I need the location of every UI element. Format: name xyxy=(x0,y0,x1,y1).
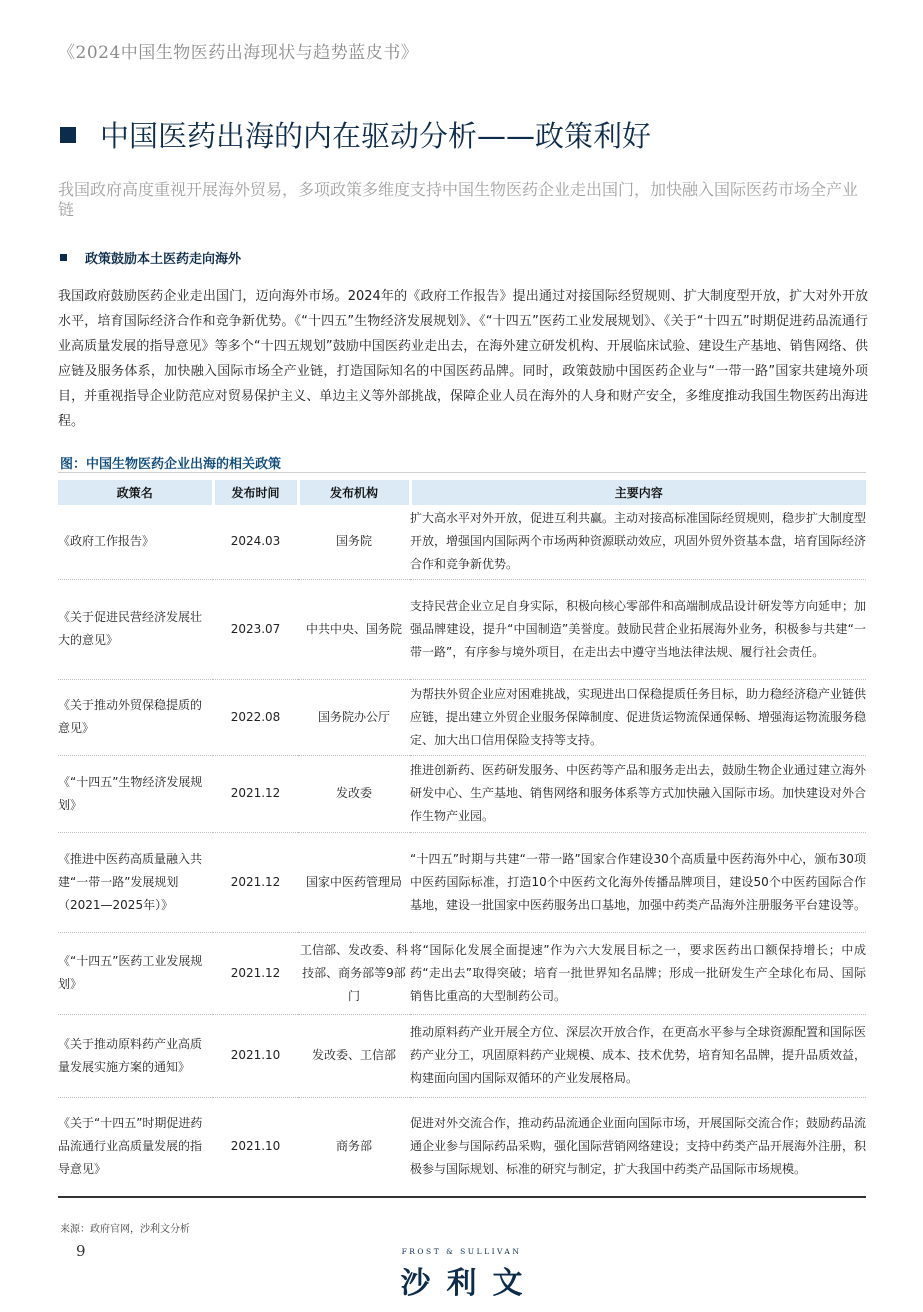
policy-table xyxy=(58,480,866,1198)
policy-org: 发改委 xyxy=(298,755,410,832)
subheading-text: 政策鼓励本土医药走向海外 xyxy=(85,252,242,267)
table-row xyxy=(58,832,866,932)
column-header: 发布时间 xyxy=(213,480,298,505)
column-header: 发布机构 xyxy=(298,480,410,505)
table-row xyxy=(58,579,866,679)
section-title-text: 中国医药出海的内在驱动分析——政策利好 xyxy=(100,119,652,153)
policy-content: 推进创新药、医药研发服务、中医药等产品和服务走出去，鼓励生物企业通过建立海外研发中心、生产基地、销售网络和服务体系等方式加快融入国际市场。加快建设对外合作生物产业园。 xyxy=(410,755,866,832)
title-square-icon xyxy=(60,127,76,143)
policy-org: 国家中医药管理局 xyxy=(298,832,410,932)
policy-content: 推动原料药产业开展全方位、深层次开放合作，在更高水平参与全球资源配置和国际医药产业分工，巩固原料药产业规模、成本、技术优势，培育知名品牌，提升品质效益，构建面向国内国际双循环的产业发展格局。 xyxy=(410,1014,866,1097)
table-header-row xyxy=(58,480,866,505)
policy-date: 2022.08 xyxy=(213,679,298,755)
figure-divider xyxy=(58,472,866,473)
policy-content: 支持民营企业立足自身实际，积极向核心零部件和高端制成品设计研发等方向延申；加强品牌建设，提升“中国制造”美誉度。鼓励民营企业拓展海外业务，积极参与共建“一带一路”，有序参与境外项目，在走出去中遵守当地法律法规、履行社会责任。 xyxy=(410,579,866,679)
policy-date: 2021.12 xyxy=(213,755,298,832)
policy-date: 2024.03 xyxy=(213,505,298,579)
policy-name: 《“十四五”医药工业发展规划》 xyxy=(58,932,213,1014)
subheading-square-icon xyxy=(60,254,67,261)
table-row xyxy=(58,1097,866,1197)
table-row xyxy=(58,932,866,1014)
page-number: 9 xyxy=(76,1242,86,1260)
policy-content: 将“国际化发展全面提速”作为六大发展目标之一，要求医药出口额保持增长；中成药“走出去”取得突破；培育一批世界知名品牌；形成一批研发生产全球化布局、国际销售比重高的大型制药公司。 xyxy=(410,932,866,1014)
policy-org: 商务部 xyxy=(298,1097,410,1197)
policy-date: 2021.10 xyxy=(213,1014,298,1097)
policy-org: 发改委、工信部 xyxy=(298,1014,410,1097)
policy-org: 国务院办公厅 xyxy=(298,679,410,755)
document-title: 《2024中国生物医药出海现状与趋势蓝皮书》 xyxy=(58,43,419,63)
policy-name: 《推进中医药高质量融入共建“一带一路”发展规划（2021—2025年）》 xyxy=(58,832,213,932)
policy-date: 2021.12 xyxy=(213,932,298,1014)
policy-content: 为帮扶外贸企业应对困难挑战，实现进出口保稳提质任务目标，助力稳经济稳产业链供应链，提出建立外贸企业服务保障制度、促进货运物流保通保畅、增强海运物流服务稳定、加大出口信用保险支持等支持。 xyxy=(410,679,866,755)
policy-org: 中共中央、国务院 xyxy=(298,579,410,679)
policy-name: 《政府工作报告》 xyxy=(58,505,213,579)
column-header: 政策名 xyxy=(58,480,213,505)
figure-title: 图：中国生物医药企业出海的相关政策 xyxy=(60,457,282,472)
policy-name: 《关于推动原料药产业高质量发展实施方案的通知》 xyxy=(58,1014,213,1097)
policy-date: 2023.07 xyxy=(213,579,298,679)
policy-org: 工信部、发改委、科技部、商务部等9部门 xyxy=(298,932,410,1014)
policy-name: 《关于推动外贸保稳提质的意见》 xyxy=(58,679,213,755)
logo-chinese: 沙利文 xyxy=(400,1266,539,1301)
policy-date: 2021.12 xyxy=(213,832,298,932)
column-header: 主要内容 xyxy=(410,480,866,505)
source-note: 来源：政府官网，沙利文分析 xyxy=(60,1224,190,1235)
table-row xyxy=(58,505,866,579)
subheading xyxy=(60,248,241,267)
logo-english: FROST & SULLIVAN xyxy=(401,1247,522,1256)
body-paragraph: 我国政府鼓励医药企业走出国门，迈向海外市场。2024年的《政府工作报告》提出通过对接国际经贸规则、扩大制度型开放，扩大对外开放水平，培育国际经济合作和竞争新优势。《“十四五”生物经济发展规划》、《“十四五”医药工业发展规划》、《关于“十四五”时期促进药品流通行业高质量发展的指导意见》等多个“十四五规划”鼓励中国医药业走出去，在海外建立研发机构、开展临床试验、建设生产基地、销售网络、供应链及服务体系，加快融入国际市场全产业链，打造国际知名的中国医药品牌。同时，政策鼓励中国医药企业与“一带一路”国家共建境外项目，并重视指导企业防范应对贸易保护主义、单边主义等外部挑战，保障企业人员在海外的人身和财产安全，多维度推动我国生物医药出海进程。 xyxy=(58,289,868,429)
table-row xyxy=(58,755,866,832)
policy-name: 《关于“十四五”时期促进药品流通行业高质量发展的指导意见》 xyxy=(58,1097,213,1197)
policy-name: 《“十四五”生物经济发展规划》 xyxy=(58,755,213,832)
section-subtitle: 我国政府高度重视开展海外贸易，多项政策多维度支持中国生物医药企业走出国门，加快融入国际医药市场全产业链 xyxy=(58,180,859,219)
policy-content: 促进对外交流合作，推动药品流通企业面向国际市场，开展国际交流合作；鼓励药品流通企业参与国际药品采购，强化国际营销网络建设；支持中药类产品开展海外注册，积极参与国际规划、标准的研究与制定，扩大我国中药类产品国际市场规模。 xyxy=(410,1097,866,1197)
policy-content: “十四五”时期与共建“一带一路”国家合作建设30个高质量中医药海外中心，颁布30项中医药国际标准，打造10个中医药文化海外传播品牌项目，建设50个中医药国际合作基地，建设一批国家中医药服务出口基地，加强中药类产品海外注册服务平台建设等。 xyxy=(410,832,866,932)
policy-content: 扩大高水平对外开放，促进互利共赢。主动对接高标准国际经贸规则，稳步扩大制度型开放，增强国内国际两个市场两种资源联动效应，巩固外贸外资基本盘，培育国际经济合作和竞争新优势。 xyxy=(410,505,866,579)
section-title xyxy=(60,114,651,155)
policy-name: 《关于促进民营经济发展壮大的意见》 xyxy=(58,579,213,679)
table-row xyxy=(58,679,866,755)
policy-date: 2021.10 xyxy=(213,1097,298,1197)
policy-org: 国务院 xyxy=(298,505,410,579)
table-row xyxy=(58,1014,866,1097)
